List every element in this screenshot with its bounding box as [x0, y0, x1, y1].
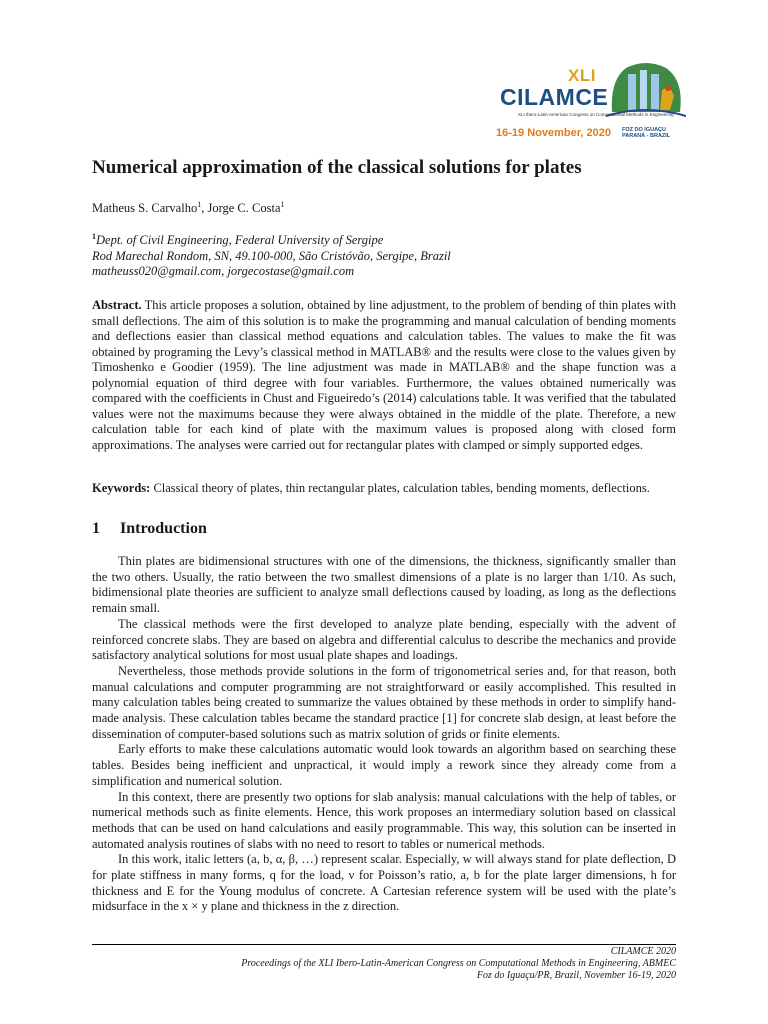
section-heading	[92, 520, 207, 538]
paper-title: Numerical approximation of the classical solutions for plates	[92, 157, 582, 178]
body-paragraph: In this work, italic letters (a, b, α, β, …) represent scalar. Especially, w will always stand for plate deflection, D for plate stiffness in many forms, q for the load, ν for Poisson’s ratio, a, b for the plate larger dimensions, h for thickness and E for the Young modulus of concrete. A Cartesian reference system will be used with the plate’s midsurface in the x × y plane and thickness in the z direction.	[92, 852, 676, 914]
logo-location-line2: PARANÁ - BRAZIL	[622, 133, 671, 139]
section-title: Introduction	[120, 520, 207, 537]
footer-proceedings: Proceedings of the XLI Ibero-Latin-American Congress on Computational Methods in Engineering, ABMEC	[241, 958, 676, 969]
abstract-text: This article proposes a solution, obtained by line adjustment, to the problem of bending of thin plates with small deflections. The aim of this solution is to make the programming and manual calculation of bending moments and deflections easier than classical method equations and calculation tables. The values to make the fit was obtained by programing the Levy’s classical method in MATLAB® and the results were close to the values given by Timoshenko e Goodier (1959). The line adjustment was made in MATLAB® and the shape function was a polynomial equation of third degree with four variables. Furthermore, the values obtained numerically was compared with the coefficients in Chust and Figueiredo’s (2014) calculations table. It was verified that the tabulated values were not the maximums because they were always obtained in the middle of the plate. Therefore, a new calculation table for each kind of plate with the maximum values is proposed along with closed form approximations. The analyses were carried out for rectangular plates with clamped or simply supported edges.	[92, 298, 676, 452]
abstract	[92, 298, 676, 453]
footer-location: Foz do Iguaçu/PR, Brazil, November 16-19, 2020	[476, 970, 676, 981]
body-paragraph: The classical methods were the first developed to analyze plate bending, especially with the advent of reinforced concrete slabs. They are based on algebra and differential calculus to describe the mechanics and provide satisfactory analytical solutions for most usual plate shapes and loadings.	[92, 616, 676, 663]
author-list	[92, 200, 285, 216]
affiliation-mark: 1	[92, 232, 96, 241]
affiliation-address: Rod Marechal Rondom, SN, 49.100-000, São Cristóvão, Sergipe, Brazil	[92, 248, 451, 263]
body-paragraph: Nevertheless, those methods provide solutions in the form of trigonometrical series and, for that reason, both manual calculations and computer programming are not straightforward or easily accomplished. This resulted in many calculation tables being created to summarize the values obtained by these methods in order to simplify hand-made analysis. These calculation tables became the standard practice [1] for concrete slab design, at least before the dissemination of computer-based solutions such as matrix solution of grids or finite elements.	[92, 663, 676, 741]
page-footer	[241, 946, 676, 982]
conference-logo	[496, 60, 686, 150]
logo-location-line1: FOZ DO IGUAÇU	[622, 127, 666, 133]
waterfall-logo-icon	[606, 60, 686, 118]
body-paragraph: In this context, there are presently two options for slab analysis: manual calculations with the help of tables, or numerical methods such as finite elements. Hence, this work proposes an intermediary solution based on classical methods that can be used on hand calculations and easily programmable. This way, this solution can be inserted in automated analysis routines of slabs with no need to resort to tables or numerical methods.	[92, 789, 676, 851]
abstract-label: Abstract.	[92, 298, 142, 312]
section-body	[92, 554, 676, 915]
author-affiliation-mark: 1	[280, 200, 285, 209]
logo-location	[622, 127, 670, 139]
footer-divider	[92, 944, 676, 945]
logo-dates: 16-19 November, 2020	[496, 127, 611, 139]
author-name: Matheus S. Carvalho	[92, 201, 198, 216]
section-number: 1	[92, 520, 100, 537]
keywords-label: Keywords:	[92, 481, 151, 495]
affiliation-department: Dept. of Civil Engineering, Federal University of Sergipe	[96, 233, 384, 248]
logo-name: CILAMCE	[500, 84, 609, 110]
body-paragraph: Thin plates are bidimensional structures with one of the dimensions, the thickness, significantly smaller than the two others. Usually, the ratio between the two smallest dimensions of a plate is no larger than 1/10. As such, bidimensional plate theories are sufficient to analyze small deflections caused by loading, as long as the deflections remain small.	[92, 554, 676, 616]
body-paragraph: Early efforts to make these calculations automatic would look towards an algorithm based on searching these tables. Besides being inefficient and unpractical, it would imply a rework since they already come from a simplification and numerical solution.	[92, 742, 676, 788]
keywords-text: Classical theory of plates, thin rectangular plates, calculation tables, bending moments, deflections.	[150, 481, 650, 495]
keywords	[92, 481, 676, 496]
author-affiliation-mark: 1	[197, 200, 202, 209]
footer-conference: CILAMCE 2020	[610, 946, 676, 957]
logo-tagline: XLI Ibero-Latin-American Congress on Computational Methods in Engineering	[518, 112, 674, 117]
author-name: Jorge C. Costa	[207, 201, 281, 216]
author-separator: ,	[201, 201, 208, 216]
affiliation-emails: matheuss020@gmail.com, jorgecostase@gmail.com	[92, 264, 355, 279]
logo-edition: XLI	[568, 66, 596, 85]
affiliation-block	[92, 229, 451, 280]
